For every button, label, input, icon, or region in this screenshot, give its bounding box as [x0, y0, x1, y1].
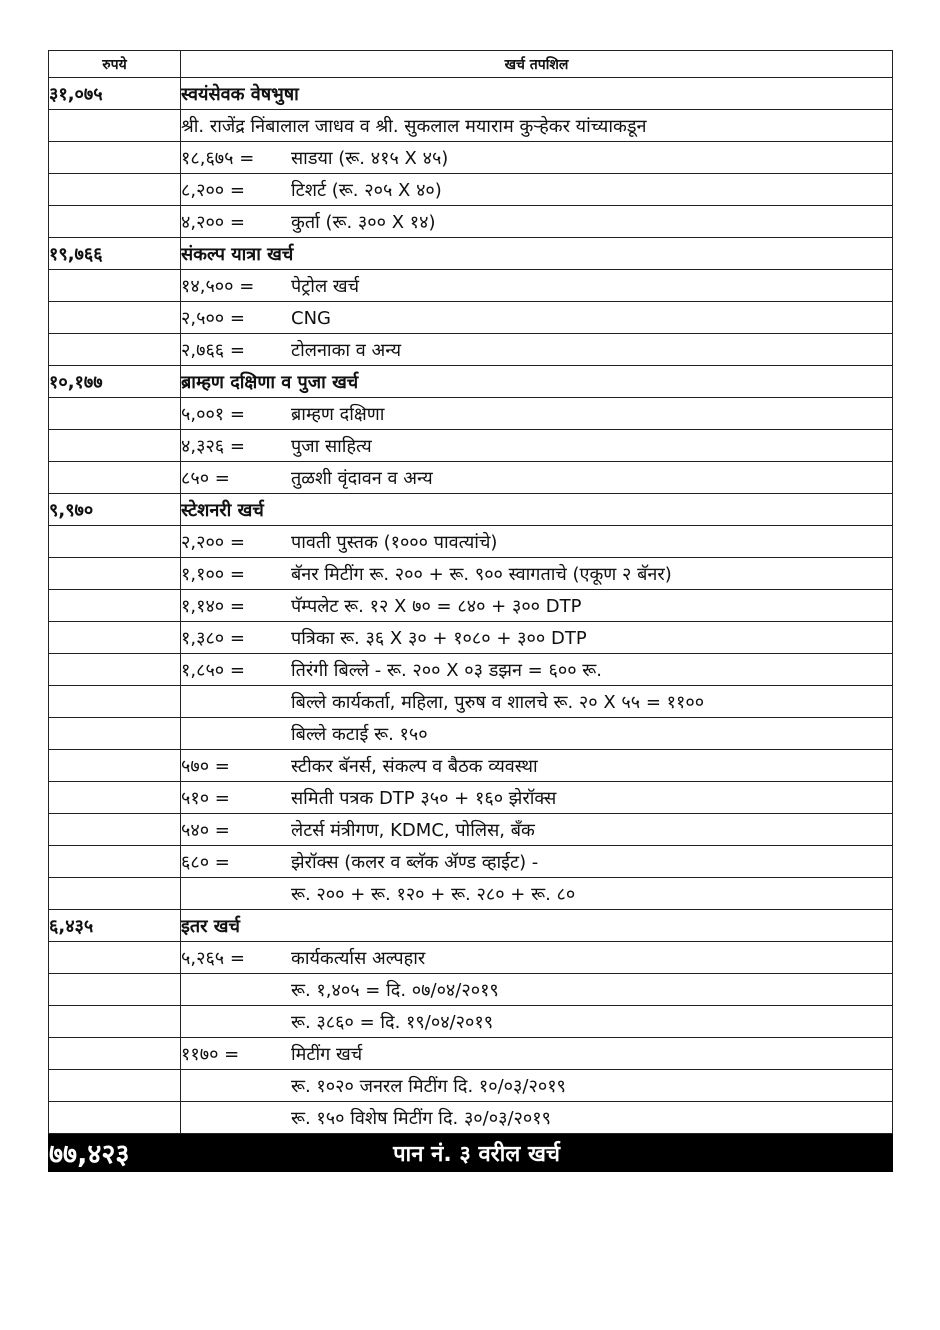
- table-row: [49, 398, 893, 430]
- table-row: [49, 142, 893, 174]
- detail-cell: [181, 174, 893, 206]
- table-row: [49, 654, 893, 686]
- item-description: CNG: [291, 307, 331, 329]
- table-row: [49, 558, 893, 590]
- total-label: पान नं. ३ वरील खर्च: [181, 1134, 893, 1172]
- table-row: [49, 1038, 893, 1070]
- item-description: तुळशी वृंदावन व अन्य: [291, 467, 433, 489]
- amount-cell-empty: [49, 814, 181, 846]
- amount-cell-empty: [49, 206, 181, 238]
- item-amount: ५७० =: [181, 755, 230, 777]
- item-amount: ८५० =: [181, 467, 230, 489]
- detail-cell: [181, 846, 893, 878]
- table-row: [49, 302, 893, 334]
- table-row: [49, 110, 893, 142]
- item-description: झेरॉक्स (कलर व ब्लॅक ॲण्ड व्हाईट) -: [291, 851, 539, 873]
- item-description: पॅम्पलेट रू. १२ X ७० = ८४० + ३०० DTP: [291, 595, 582, 617]
- detail-cell: [181, 910, 893, 942]
- amount-cell-empty: [49, 1070, 181, 1102]
- table-row: [49, 1102, 893, 1134]
- detail-cell: [181, 686, 893, 718]
- amount-cell-empty: [49, 174, 181, 206]
- category-amount: १०,१७७: [49, 366, 181, 398]
- amount-cell-empty: [49, 1102, 181, 1134]
- item-description: पुजा साहित्य: [291, 435, 372, 457]
- item-amount: ६८० =: [181, 851, 230, 873]
- amount-cell-empty: [49, 398, 181, 430]
- detail-cell: [181, 206, 893, 238]
- item-description: पावती पुस्तक (१००० पावत्यांचे): [291, 531, 498, 553]
- table-row: [49, 270, 893, 302]
- item-continuation: रू. २०० + रू. १२० + रू. २८० + रू. ८०: [291, 883, 576, 905]
- table-row: [49, 590, 893, 622]
- category-title: स्टेशनरी खर्च: [181, 499, 264, 521]
- amount-cell-empty: [49, 846, 181, 878]
- detail-cell: [181, 782, 893, 814]
- category-row: [49, 78, 893, 110]
- item-amount: १,१४० =: [181, 595, 245, 617]
- table-row: [49, 718, 893, 750]
- amount-cell-empty: [49, 526, 181, 558]
- item-amount: ५,००१ =: [181, 403, 245, 425]
- item-description: साडया (रू. ४१५ X ४५): [291, 147, 449, 169]
- amount-cell-empty: [49, 302, 181, 334]
- table-row: [49, 526, 893, 558]
- detail-cell: [181, 878, 893, 910]
- item-continuation: बिल्ले कार्यकर्ता, महिला, पुरुष व शालचे रू. २० X ५५ = ११००: [291, 691, 705, 713]
- detail-cell: [181, 494, 893, 526]
- item-amount: ४,२०० =: [181, 211, 245, 233]
- detail-cell: [181, 974, 893, 1006]
- amount-cell-empty: [49, 558, 181, 590]
- detail-cell: [181, 942, 893, 974]
- total-amount: ७७,४२३: [49, 1134, 181, 1172]
- table-row: [49, 206, 893, 238]
- item-amount: ५१० =: [181, 787, 230, 809]
- table-row: [49, 750, 893, 782]
- category-row: [49, 910, 893, 942]
- category-amount: ६,४३५: [49, 910, 181, 942]
- amount-cell-empty: [49, 974, 181, 1006]
- item-amount: १,३८० =: [181, 627, 245, 649]
- amount-cell-empty: [49, 654, 181, 686]
- item-amount: १,१०० =: [181, 563, 245, 585]
- item-description: समिती पत्रक DTP ३५० + १६० झेरॉक्स: [291, 787, 557, 809]
- category-row: [49, 366, 893, 398]
- detail-cell: [181, 302, 893, 334]
- table-row: [49, 686, 893, 718]
- detail-cell: [181, 142, 893, 174]
- amount-cell-empty: [49, 270, 181, 302]
- amount-cell-empty: [49, 622, 181, 654]
- item-amount: ११७० =: [181, 1043, 240, 1065]
- detail-cell: [181, 526, 893, 558]
- amount-cell-empty: [49, 590, 181, 622]
- item-description: बॅनर मिटींग रू. २०० + रू. ९०० स्वागताचे (एकूण २ बॅनर): [291, 563, 672, 585]
- table-row: [49, 462, 893, 494]
- detail-cell: [181, 1102, 893, 1134]
- amount-cell-empty: [49, 1038, 181, 1070]
- item-description: कार्यकर्त्यास अल्पहार: [291, 947, 426, 969]
- category-row: [49, 494, 893, 526]
- item-amount: ८,२०० =: [181, 179, 245, 201]
- detail-cell: [181, 654, 893, 686]
- item-description: टोलनाका व अन्य: [291, 339, 402, 361]
- expense-table: [48, 50, 893, 1172]
- item-amount: १८,६७५ =: [181, 147, 255, 169]
- item-description: पत्रिका रू. ३६ X ३० + १०८० + ३०० DTP: [291, 627, 587, 649]
- detail-cell: [181, 622, 893, 654]
- detail-cell: [181, 1006, 893, 1038]
- item-continuation: बिल्ले कटाई रू. १५०: [291, 723, 428, 745]
- item-description: तिरंगी बिल्ले - रू. २०० X ०३ डझन = ६०० रू.: [291, 659, 602, 681]
- table-row: [49, 974, 893, 1006]
- category-amount: १९,७६६: [49, 238, 181, 270]
- item-continuation: रू. १५० विशेष मिटींग दि. ३०/०३/२०१९: [291, 1107, 551, 1129]
- detail-cell: [181, 814, 893, 846]
- category-row: [49, 238, 893, 270]
- item-description: कुर्ता (रू. ३०० X १४): [291, 211, 436, 233]
- category-title: इतर खर्च: [181, 915, 240, 937]
- table-row: [49, 782, 893, 814]
- table-row: [49, 430, 893, 462]
- detail-cell: [181, 334, 893, 366]
- detail-cell: [181, 750, 893, 782]
- detail-column-header: खर्च तपशिल: [181, 51, 893, 78]
- item-continuation: रू. १०२० जनरल मिटींग दि. १०/०३/२०१९: [291, 1075, 566, 1097]
- item-amount: १४,५०० =: [181, 275, 255, 297]
- table-row: [49, 1006, 893, 1038]
- category-amount: ९,९७०: [49, 494, 181, 526]
- item-description: पेट्रोल खर्च: [291, 275, 360, 297]
- item-amount: २,२०० =: [181, 531, 245, 553]
- item-continuation: रू. १,४०५ = दि. ०७/०४/२०१९: [291, 979, 499, 1001]
- amount-cell-empty: [49, 142, 181, 174]
- amount-cell-empty: [49, 462, 181, 494]
- detail-cell: [181, 110, 893, 142]
- amount-cell-empty: [49, 942, 181, 974]
- detail-cell: [181, 366, 893, 398]
- item-description: लेटर्स मंत्रीगण, KDMC, पोलिस, बँक: [291, 819, 535, 841]
- item-amount: २,५०० =: [181, 307, 245, 329]
- table-row: [49, 1070, 893, 1102]
- item-description: टिशर्ट (रू. २०५ X ४०): [291, 179, 442, 201]
- detail-cell: [181, 238, 893, 270]
- category-title: संकल्प यात्रा खर्च: [181, 243, 294, 265]
- table-header-row: [49, 51, 893, 78]
- detail-cell: [181, 462, 893, 494]
- item-description: स्टीकर बॅनर्स, संकल्प व बैठक व्यवस्था: [291, 755, 538, 777]
- category-title: स्वयंसेवक वेषभुषा: [181, 83, 299, 105]
- detail-cell: [181, 590, 893, 622]
- table-row: [49, 174, 893, 206]
- item-amount: ४,३२६ =: [181, 435, 245, 457]
- amount-cell-empty: [49, 878, 181, 910]
- table-row: [49, 334, 893, 366]
- detail-cell: [181, 718, 893, 750]
- table-row: [49, 622, 893, 654]
- item-amount: १,८५० =: [181, 659, 245, 681]
- table-row: [49, 942, 893, 974]
- amount-cell-empty: [49, 750, 181, 782]
- category-title: ब्राम्हण दक्षिणा व पुजा खर्च: [181, 371, 359, 393]
- amount-cell-empty: [49, 686, 181, 718]
- detail-cell: [181, 398, 893, 430]
- item-continuation: रू. ३८६० = दि. १९/०४/२०१९: [291, 1011, 494, 1033]
- item-description: ब्राम्हण दक्षिणा: [291, 403, 385, 425]
- detail-cell: [181, 78, 893, 110]
- item-amount: २,७६६ =: [181, 339, 245, 361]
- amount-column-header: रुपये: [49, 51, 181, 78]
- amount-cell-empty: [49, 782, 181, 814]
- amount-cell-empty: [49, 110, 181, 142]
- expense-sheet: [48, 50, 892, 1172]
- detail-cell: [181, 1038, 893, 1070]
- item-amount: ५,२६५ =: [181, 947, 245, 969]
- amount-cell-empty: [49, 334, 181, 366]
- amount-cell-empty: [49, 1006, 181, 1038]
- amount-cell-empty: [49, 430, 181, 462]
- total-row: [49, 1134, 893, 1172]
- detail-cell: [181, 558, 893, 590]
- amount-cell-empty: [49, 718, 181, 750]
- table-row: [49, 814, 893, 846]
- donor-note: श्री. राजेंद्र निंबालाल जाधव व श्री. सुकलाल मयाराम कुऱ्हेकर यांच्याकडून: [181, 115, 647, 137]
- table-row: [49, 846, 893, 878]
- table-row: [49, 878, 893, 910]
- detail-cell: [181, 1070, 893, 1102]
- item-amount: ५४० =: [181, 819, 230, 841]
- detail-cell: [181, 270, 893, 302]
- category-amount: ३१,०७५: [49, 78, 181, 110]
- expense-rows: [49, 78, 893, 1134]
- detail-cell: [181, 430, 893, 462]
- item-description: मिटींग खर्च: [291, 1043, 363, 1065]
